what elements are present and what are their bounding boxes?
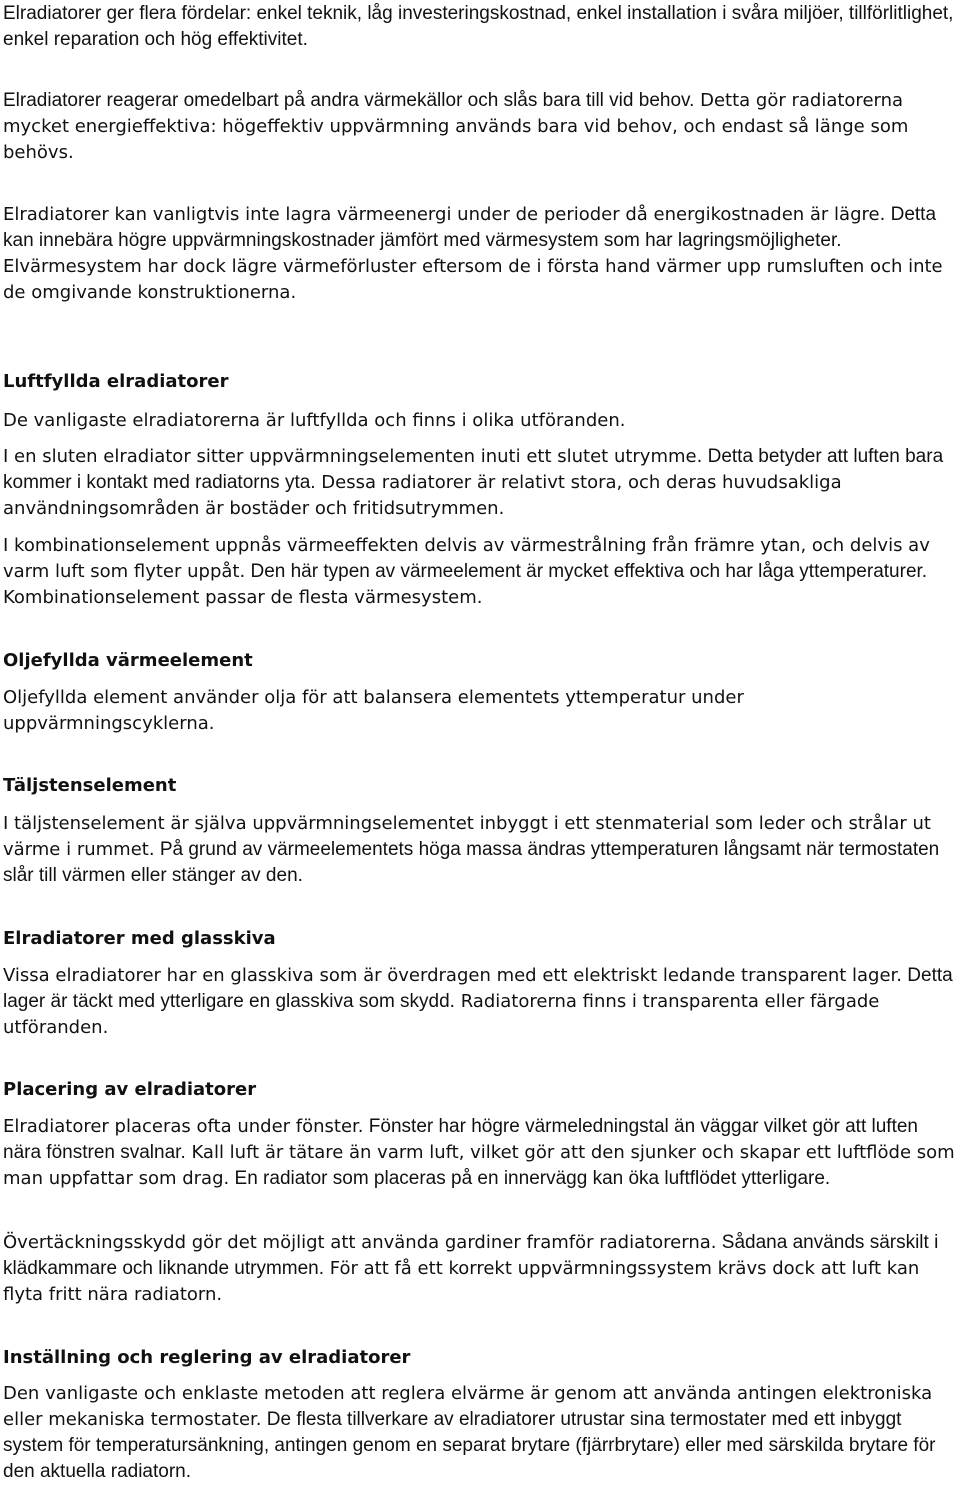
text-run: Detta betyder att luften bara kommer i kontakt med radiatorns yta. <box>3 446 944 493</box>
text-run: De vanligaste elradiatorerna är luftfyllda och finns i olika utföranden. <box>3 410 626 431</box>
text-run: Elradiatorer ger flera fördelar: enkel teknik, låg investeringskostnad, enkel installation i svåra miljöer, tillförlitlighet, enkel reparation och hög effektivitet. <box>3 3 954 50</box>
heading-luftfyllda: Luftfyllda elradiatorer <box>3 371 229 392</box>
text-run: På grund av värmeelementets höga massa ändras yttemperaturen långsamt när termostaten slår till värmen eller stänger av den. <box>3 839 940 886</box>
text-run: I en sluten elradiator sitter uppvärmningselementen inuti ett slutet utrymme. <box>3 446 703 467</box>
text-run: En radiator som placeras på en innervägg kan öka luftflödet ytterligare. <box>229 1168 831 1189</box>
intro-paragraph-3 <box>3 202 957 306</box>
installning-paragraph-1 <box>3 1381 957 1485</box>
text-run: Kombinationselement passar de flesta värmesystem. <box>3 587 483 608</box>
text-run: Fönster har högre värmeledningstal än väggar vilket gör att luften nära fönstren svalnar. <box>3 1116 918 1163</box>
text-run: Elradiatorer placeras ofta under fönster. <box>3 1116 364 1137</box>
text-run: Elvärmesystem har dock lägre värmeförluster eftersom de i första hand värmer upp rumsluften och inte de omgivande konstruktionerna. <box>3 256 943 303</box>
intro-paragraph-2 <box>3 88 957 166</box>
placering-paragraph-2 <box>3 1230 957 1308</box>
text-run: Detta gör radiatorerna mycket energieffektiva: högeffektiv uppvärmning används bara vid behov, och endast så länge som behövs. <box>3 90 909 163</box>
heading-glasskiva: Elradiatorer med glasskiva <box>3 928 276 949</box>
text-run: Detta kan innebära högre uppvärmningskostnader jämfört med värmesystem som har lagringsmöjligheter. <box>3 204 937 251</box>
intro-paragraph-1 <box>3 1 957 53</box>
text-run: De flesta tillverkare av elradiatorer utrustar sina termostater med ett inbyggt system för temperatursänkning, antingen genom en separat brytare (fjärrbrytare) eller med särskilda brytare för den aktuella radiatorn. <box>3 1409 936 1482</box>
text-run: Elradiatorer reagerar omedelbart på andra värmekällor och slås bara till vid behov. <box>3 90 695 111</box>
text-run: Vissa elradiatorer har en glasskiva som är överdragen med ett elektriskt ledande transparent lager. <box>3 965 903 986</box>
text-run: Elradiatorer kan vanligtvis inte lagra värmeenergi under de perioder då energikostnaden är lägre. <box>3 204 886 225</box>
heading-taljsten: Täljstenselement <box>3 775 177 796</box>
placering-paragraph-1 <box>3 1114 957 1192</box>
taljsten-paragraph-1 <box>3 811 957 889</box>
text-run: Övertäckningsskydd gör det möjligt att använda gardiner framför radiatorerna. <box>3 1232 717 1253</box>
text-run: För att få ett korrekt uppvärmningssystem krävs dock att luft kan flyta fritt nära radiatorn. <box>3 1258 920 1305</box>
heading-placering: Placering av elradiatorer <box>3 1079 257 1100</box>
text-run: Den här typen av värmeelement är mycket effektiva och har låga yttemperaturer. <box>245 561 928 582</box>
text-run: Detta lager är täckt med ytterligare en glasskiva som skydd. <box>3 965 953 1012</box>
oljefyllda-paragraph-1 <box>3 685 957 737</box>
luftfyllda-paragraph-2 <box>3 444 957 522</box>
text-run: Sådana används särskilt i klädkammare och liknande utrymmen. <box>3 1232 939 1279</box>
heading-installning: Inställning och reglering av elradiatorer <box>3 1347 411 1368</box>
luftfyllda-paragraph-1 <box>3 408 957 434</box>
text-run: I kombinationselement uppnås värmeeffekten delvis av värmestrålning från främre ytan, och delvis av varm luft som flyter uppåt. <box>3 535 930 582</box>
glasskiva-paragraph-1 <box>3 963 957 1041</box>
text-run: Dessa radiatorer är relativt stora, och deras huvudsakliga användningsområden är bostäder och fritidsutrymmen. <box>3 472 842 519</box>
text-run: I täljstenselement är själva uppvärmningselementet inbyggt i ett stenmaterial som leder och strålar ut värme i rummet. <box>3 813 931 860</box>
luftfyllda-paragraph-3 <box>3 533 957 611</box>
text-run: Oljefyllda element använder olja för att balansera elementets yttemperatur under uppvärmningscyklerna. <box>3 687 744 734</box>
text-run: Den vanligaste och enklaste metoden att reglera elvärme är genom att använda antingen elektroniska eller mekaniska termostater. <box>3 1383 933 1430</box>
heading-oljefyllda: Oljefyllda värmeelement <box>3 650 253 671</box>
text-run: Radiatorerna finns i transparenta eller färgade utföranden. <box>3 991 880 1038</box>
text-run: Kall luft är tätare än varm luft, vilket gör att den sjunker och skapar ett luftflöde som man uppfattar som drag. <box>3 1142 955 1189</box>
